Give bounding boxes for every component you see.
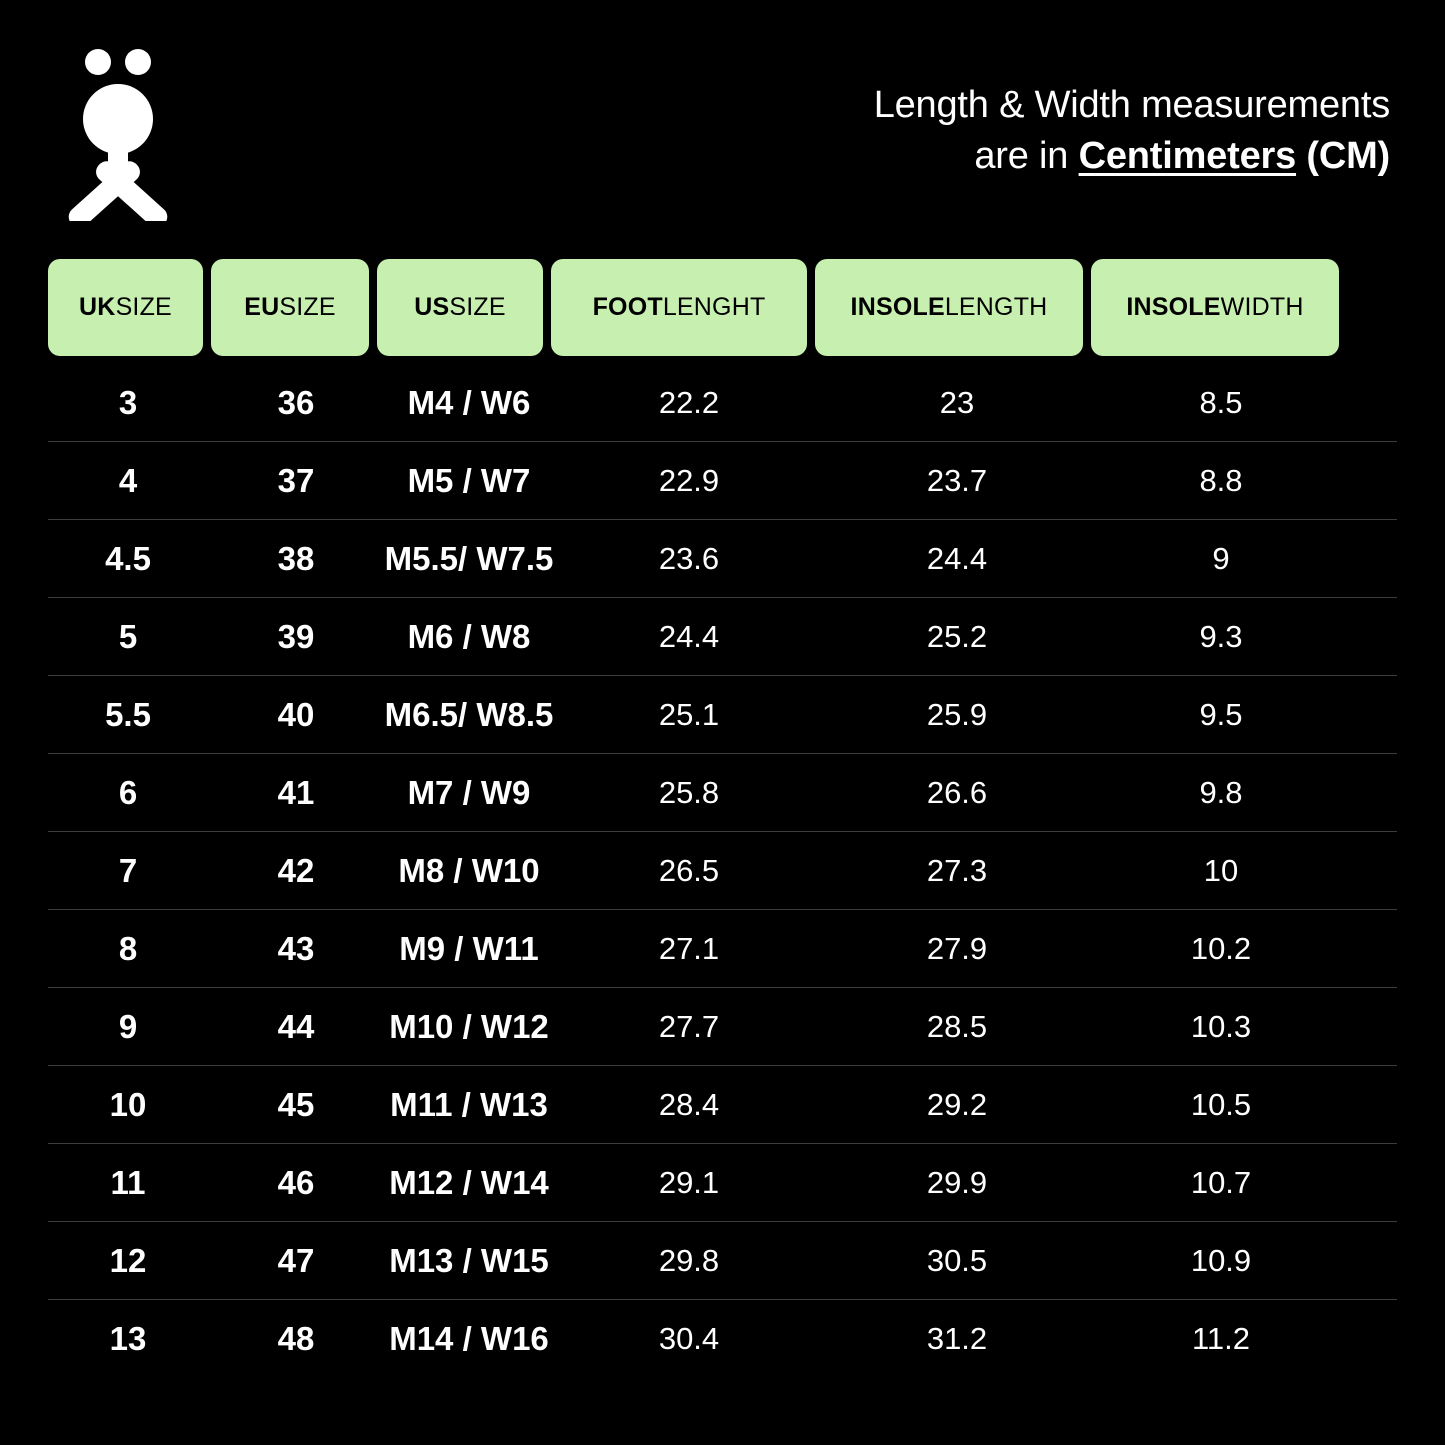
cell-eu-size: 43 <box>277 929 315 967</box>
cell-uk-size: 11 <box>110 1163 146 1201</box>
cell-eu-size: 39 <box>277 617 315 655</box>
cell-insole-length: 25.2 <box>926 618 988 654</box>
column-header-us-size <box>377 259 543 356</box>
cell-foot-length: 26.5 <box>658 852 720 888</box>
table-body <box>48 364 1397 1377</box>
cell-eu-size: 44 <box>277 1007 315 1045</box>
table-row <box>48 676 1397 754</box>
table-row <box>48 1222 1397 1300</box>
column-header-uk-size <box>48 259 203 356</box>
column-header-strong: UK <box>79 293 116 321</box>
cell-eu-size: 46 <box>277 1163 315 1201</box>
cell-foot-length: 27.1 <box>658 930 720 966</box>
table-row <box>48 832 1397 910</box>
cell-insole-length: 26.6 <box>926 774 988 810</box>
cell-insole-length: 29.2 <box>926 1086 988 1122</box>
size-chart-table <box>48 259 1397 1377</box>
column-header-foot-length <box>551 259 807 356</box>
cell-eu-size: 42 <box>277 851 315 889</box>
note-suffix: (CM) <box>1296 135 1390 178</box>
table-row <box>48 598 1397 676</box>
cell-insole-width: 8.5 <box>1199 384 1243 420</box>
table-row <box>48 364 1397 442</box>
cell-foot-length: 25.1 <box>658 696 720 732</box>
cell-us-size: M6 / W8 <box>407 617 531 655</box>
table-row <box>48 1300 1397 1377</box>
cell-uk-size: 3 <box>118 383 138 421</box>
column-header-strong: EU <box>244 293 280 321</box>
measurement-units-note <box>874 38 1390 183</box>
column-header-strong: FOOT <box>592 293 663 321</box>
cell-insole-length: 28.5 <box>926 1008 988 1044</box>
cell-eu-size: 38 <box>277 539 315 577</box>
cell-uk-size: 4.5 <box>105 539 151 577</box>
cell-eu-size: 37 <box>277 461 315 499</box>
cell-eu-size: 40 <box>277 695 315 733</box>
cell-foot-length: 22.2 <box>658 384 720 420</box>
cell-us-size: M8 / W10 <box>398 851 540 889</box>
table-row <box>48 442 1397 520</box>
table-row <box>48 988 1397 1066</box>
cell-us-size: M9 / W11 <box>399 929 539 967</box>
column-header-rest: LENGTH <box>944 293 1048 321</box>
cell-foot-length: 25.8 <box>658 774 720 810</box>
cell-us-size: M12 / W14 <box>389 1163 549 1201</box>
cell-insole-width: 9.8 <box>1199 774 1243 810</box>
table-row <box>48 754 1397 832</box>
cell-foot-length: 29.1 <box>658 1164 720 1200</box>
cell-uk-size: 9 <box>118 1007 138 1045</box>
cell-uk-size: 6 <box>118 773 138 811</box>
column-header-rest: SIZE <box>449 293 506 321</box>
cell-us-size: M11 / W13 <box>390 1085 548 1123</box>
cell-us-size: M4 / W6 <box>407 383 531 421</box>
person-logo-icon <box>62 46 172 221</box>
cell-foot-length: 30.4 <box>658 1320 720 1356</box>
cell-insole-length: 31.2 <box>926 1320 988 1356</box>
cell-uk-size: 12 <box>109 1241 147 1279</box>
cell-eu-size: 36 <box>277 383 315 421</box>
column-header-rest: LENGHT <box>662 293 766 321</box>
column-header-eu-size <box>211 259 369 356</box>
column-header-rest: WIDTH <box>1220 293 1304 321</box>
table-header-row <box>48 259 1397 356</box>
column-header-rest: SIZE <box>279 293 336 321</box>
cell-us-size: M10 / W12 <box>389 1007 549 1045</box>
cell-us-size: M13 / W15 <box>389 1241 549 1279</box>
cell-insole-width: 9.5 <box>1199 696 1243 732</box>
cell-insole-width: 10 <box>1203 852 1239 888</box>
cell-eu-size: 45 <box>277 1085 315 1123</box>
cell-uk-size: 13 <box>109 1319 147 1357</box>
cell-foot-length: 28.4 <box>658 1086 720 1122</box>
cell-insole-width: 9 <box>1212 540 1230 576</box>
table-row <box>48 520 1397 598</box>
cell-uk-size: 8 <box>118 929 138 967</box>
cell-us-size: M5 / W7 <box>407 461 531 499</box>
cell-insole-width: 10.7 <box>1190 1164 1252 1200</box>
cell-us-size: M5.5/ W7.5 <box>384 539 554 577</box>
note-emphasis: Centimeters <box>1078 135 1297 178</box>
cell-uk-size: 7 <box>118 851 138 889</box>
cell-insole-length: 27.9 <box>926 930 988 966</box>
page-header <box>0 0 1445 221</box>
cell-eu-size: 48 <box>277 1319 315 1357</box>
cell-foot-length: 27.7 <box>658 1008 720 1044</box>
column-header-insole-length <box>815 259 1083 356</box>
column-header-rest: SIZE <box>115 293 172 321</box>
table-row <box>48 1066 1397 1144</box>
cell-us-size: M7 / W9 <box>407 773 531 811</box>
cell-insole-width: 10.3 <box>1190 1008 1252 1044</box>
cell-eu-size: 47 <box>277 1241 315 1279</box>
column-header-strong: INSOLE <box>1126 293 1221 321</box>
cell-foot-length: 23.6 <box>658 540 720 576</box>
column-header-strong: INSOLE <box>850 293 945 321</box>
cell-insole-width: 10.9 <box>1190 1242 1252 1278</box>
column-header-strong: US <box>414 293 450 321</box>
cell-foot-length: 24.4 <box>658 618 720 654</box>
cell-uk-size: 10 <box>109 1085 147 1123</box>
cell-foot-length: 29.8 <box>658 1242 720 1278</box>
cell-uk-size: 5 <box>118 617 138 655</box>
cell-eu-size: 41 <box>277 773 315 811</box>
cell-uk-size: 5.5 <box>105 695 151 733</box>
note-line-2 <box>874 131 1390 182</box>
cell-insole-width: 10.5 <box>1190 1086 1252 1122</box>
table-row <box>48 1144 1397 1222</box>
cell-insole-length: 29.9 <box>926 1164 988 1200</box>
cell-insole-length: 25.9 <box>926 696 988 732</box>
cell-foot-length: 22.9 <box>658 462 720 498</box>
cell-insole-width: 8.8 <box>1199 462 1243 498</box>
note-prefix: are in <box>974 135 1079 178</box>
note-line-1: Length & Width measurements <box>873 84 1390 126</box>
cell-insole-length: 23 <box>939 384 975 420</box>
cell-insole-width: 9.3 <box>1199 618 1243 654</box>
cell-insole-length: 23.7 <box>926 462 988 498</box>
cell-uk-size: 4 <box>118 461 138 499</box>
cell-insole-length: 27.3 <box>926 852 988 888</box>
cell-insole-width: 10.2 <box>1190 930 1252 966</box>
cell-us-size: M6.5/ W8.5 <box>384 695 554 733</box>
cell-insole-width: 11.2 <box>1191 1320 1251 1356</box>
column-header-insole-width <box>1091 259 1339 356</box>
cell-us-size: M14 / W16 <box>389 1319 549 1357</box>
cell-insole-length: 30.5 <box>926 1242 988 1278</box>
cell-insole-length: 24.4 <box>926 540 988 576</box>
table-row <box>48 910 1397 988</box>
